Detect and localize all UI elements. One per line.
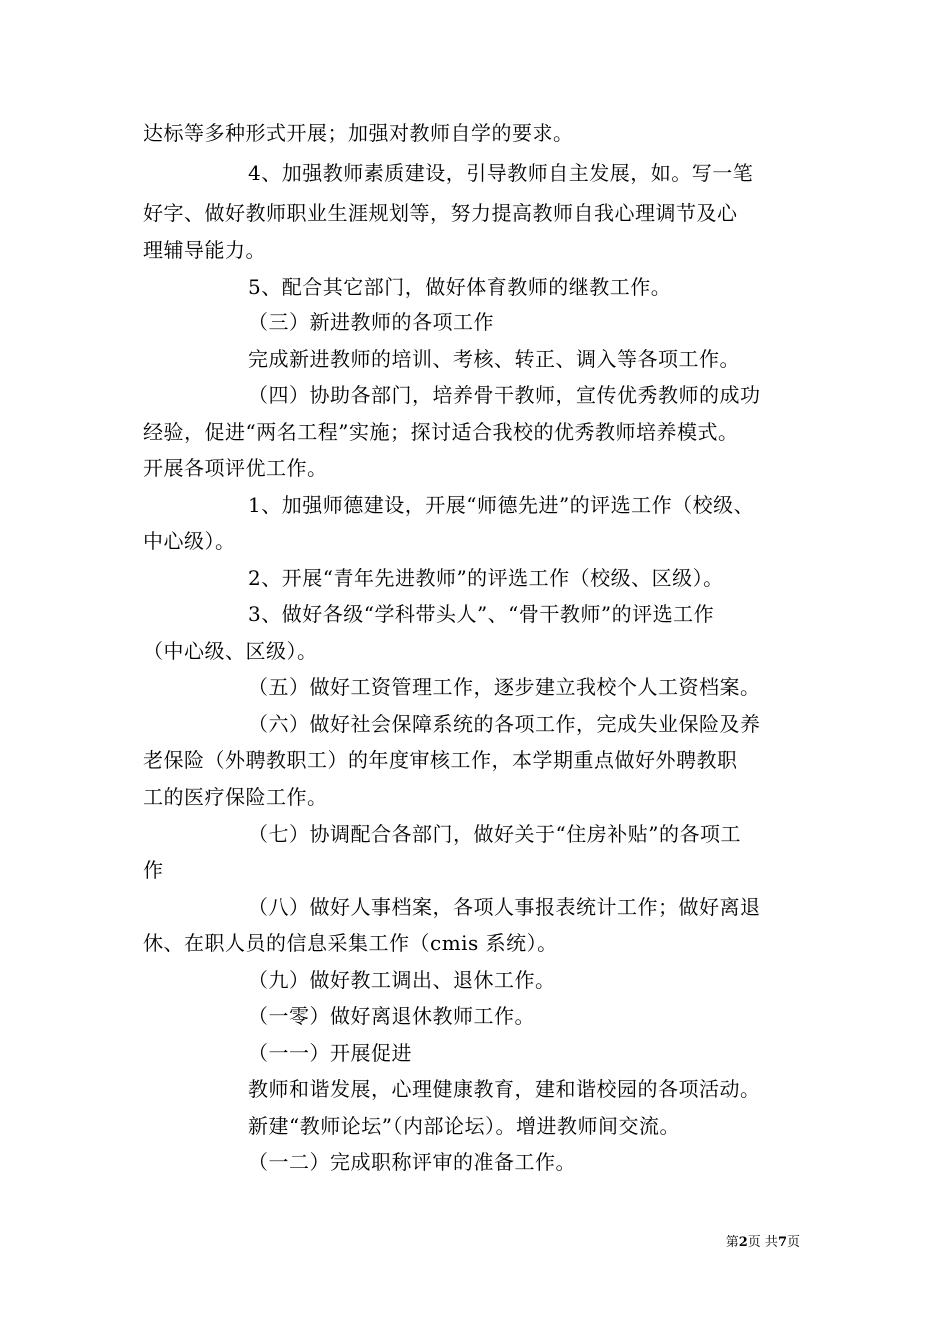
text-line: （一二）完成职称评审的准备工作。 — [248, 1150, 576, 1174]
text-line: （六）做好社会保障系统的各项工作，完成失业保险及养 — [248, 712, 761, 736]
text-line: 达标等多种形式开展；加强对教师自学的要求。 — [143, 121, 574, 145]
text-line: 4、加强教师素质建设，引导教师自主发展，如。写一笔 — [248, 161, 754, 185]
total-page-number: 7 — [777, 1235, 787, 1250]
text-line: 完成新进教师的培训、考核、转正、调入等各项工作。 — [248, 347, 740, 371]
text-line: 开展各项评优工作。 — [143, 456, 328, 480]
text-line: 经验，促进“两名工程”实施；探讨适合我校的优秀教师培养模式。 — [143, 420, 739, 444]
text-line: （四）协助各部门，培养骨干教师，宣传优秀教师的成功 — [248, 383, 761, 407]
text-line: （八）做好人事档案，各项人事报表统计工作；做好离退 — [248, 895, 761, 919]
footer-prefix: 第 — [725, 1235, 739, 1250]
footer-middle: 页 共 — [747, 1235, 778, 1250]
text-line: 教师和谐发展，心理健康教育，建和谐校园的各项活动。 — [248, 1077, 761, 1101]
text-line: （三）新进教师的各项工作 — [248, 310, 494, 334]
text-line: 5、配合其它部门，做好体育教师的继教工作。 — [248, 275, 672, 299]
text-line: 1、加强师德建设，开展“师德先进”的评选工作（校级、 — [248, 493, 755, 517]
text-line: 中心级）。 — [143, 529, 236, 553]
text-line: （一一）开展促进 — [248, 1041, 412, 1065]
text-line: 好字、做好教师职业生涯规划等，努力提高教师自我心理调节及心 — [143, 201, 738, 225]
text-line: （中心级、区级）。 — [143, 639, 318, 663]
text-line: 3、做好各级“学科带头人”、“骨干教师”的评选工作 — [248, 602, 715, 626]
text-line: （五）做好工资管理工作，逐步建立我校个人工资档案。 — [248, 675, 761, 699]
page-footer — [0, 1235, 800, 1251]
text-line: （一零）做好离退休教师工作。 — [248, 1004, 535, 1028]
text-line: 新建“教师论坛”（内部论坛）。增进教师间交流。 — [248, 1114, 680, 1138]
footer-suffix: 页 — [786, 1235, 800, 1250]
text-line: （七）协调配合各部门，做好关于“住房补贴”的各项工 — [248, 822, 741, 846]
text-line: （九）做好教工调出、退休工作。 — [248, 968, 556, 992]
text-line: 工的医疗保险工作。 — [143, 785, 328, 809]
text-line: 老保险（外聘教职工）的年度审核工作，本学期重点做好外聘教职 — [143, 748, 738, 772]
text-line: 理辅导能力。 — [143, 238, 266, 262]
text-line: 休、在职人员的信息采集工作（cmis 系统）。 — [143, 931, 558, 955]
text-line: 2、开展“青年先进教师”的评选工作（校级、区级）。 — [248, 566, 724, 590]
text-line: 作 — [143, 858, 164, 882]
current-page-number: 2 — [738, 1235, 748, 1250]
